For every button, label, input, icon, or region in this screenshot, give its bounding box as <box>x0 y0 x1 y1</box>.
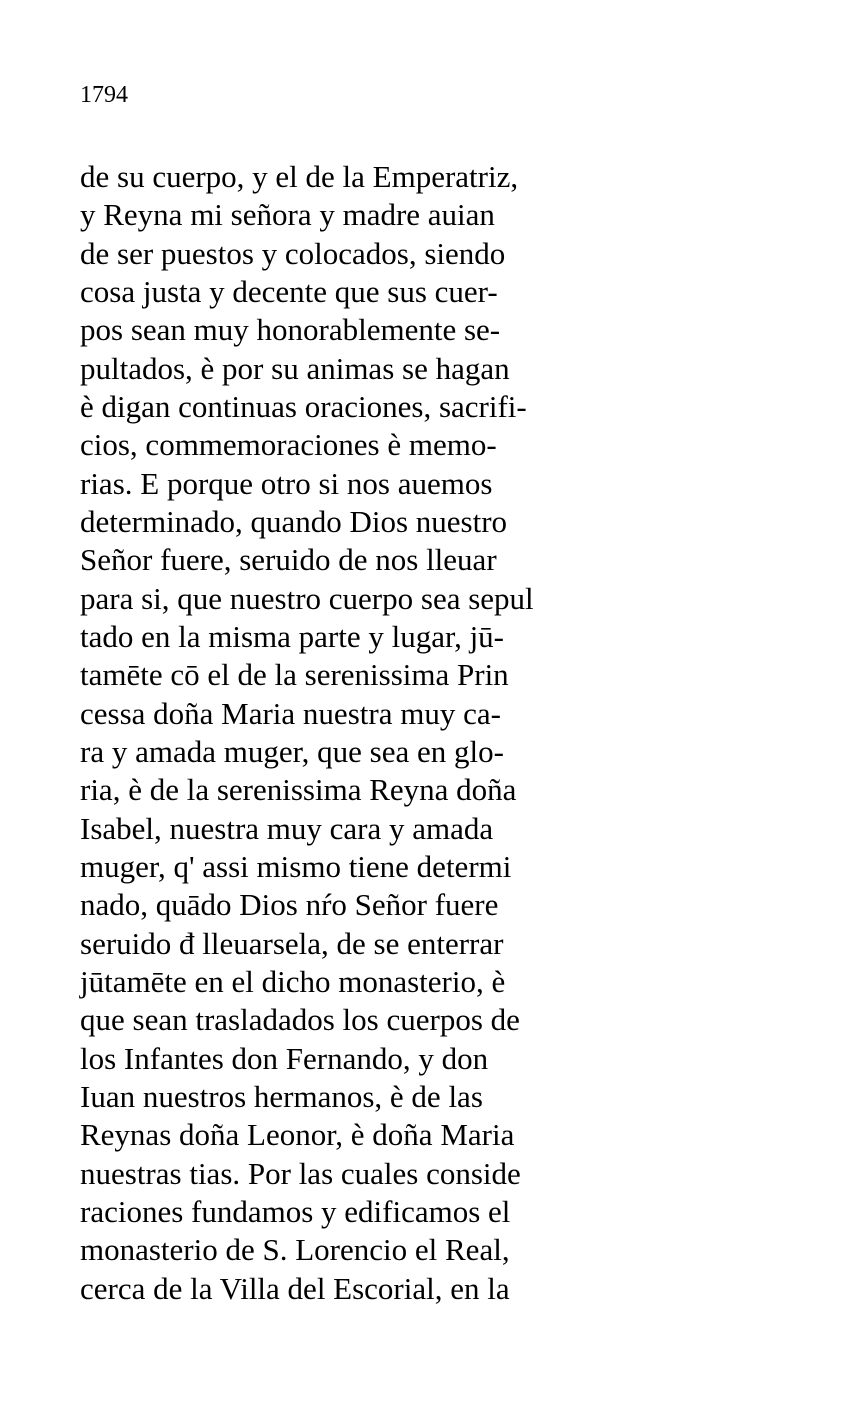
text-line: ria, è de la serenissima Reyna doña <box>80 772 517 808</box>
text-line: determinado, quando Dios nuestro <box>80 503 508 539</box>
text-line: Reynas doña Leonor, è doña Maria <box>80 1117 515 1153</box>
text-line: nado, quādo Dios nŕo Señor fuere <box>80 887 499 923</box>
text-line: cios, commemoraciones è memo- <box>80 427 497 463</box>
text-line: y Reyna mi señora y madre auian <box>80 197 495 233</box>
body-text <box>80 158 534 1308</box>
text-line: tado en la misma parte y lugar, jū- <box>80 618 505 654</box>
text-line: pultados, è por su animas se hagan <box>80 350 510 386</box>
text-line: seruido đ lleuarsela, de se enterrar <box>80 925 504 961</box>
text-line: jūtamēte en el dicho monasterio, è <box>80 963 506 999</box>
text-line: los Infantes don Fernando, y don <box>80 1040 489 1076</box>
text-line: ra y amada muger, que sea en glo- <box>80 733 504 769</box>
text-line: muger, q' assi mismo tiene determi <box>80 848 512 884</box>
text-line: cerca de la Villa del Escorial, en la <box>80 1270 510 1306</box>
text-line: Iuan nuestros hermanos, è de las <box>80 1078 483 1114</box>
text-line: de ser puestos y colocados, siendo <box>80 235 506 271</box>
text-line: para si, que nuestro cuerpo sea sepul <box>80 580 534 616</box>
text-line: cessa doña Maria nuestra muy ca- <box>80 695 501 731</box>
text-line: nuestras tias. Por las cuales conside <box>80 1155 521 1191</box>
text-line: que sean trasladados los cuerpos de <box>80 1002 520 1038</box>
text-line: cosa justa y decente que sus cuer- <box>80 273 498 309</box>
text-line: tamēte cō el de la serenissima Prin <box>80 657 509 693</box>
text-line: Señor fuere, seruido de nos lleuar <box>80 542 497 578</box>
page-number: 1794 <box>80 82 128 108</box>
text-line: è digan continuas oraciones, sacrifi- <box>80 388 527 424</box>
text-line: monasterio de S. Lorencio el Real, <box>80 1232 510 1268</box>
text-line: raciones fundamos y edificamos el <box>80 1193 511 1229</box>
text-line: pos sean muy honorablemente se- <box>80 312 501 348</box>
text-line: rias. E porque otro si nos auemos <box>80 465 493 501</box>
text-line: de su cuerpo, y el de la Emperatriz, <box>80 159 519 194</box>
text-line: Isabel, nuestra muy cara y amada <box>80 810 494 846</box>
